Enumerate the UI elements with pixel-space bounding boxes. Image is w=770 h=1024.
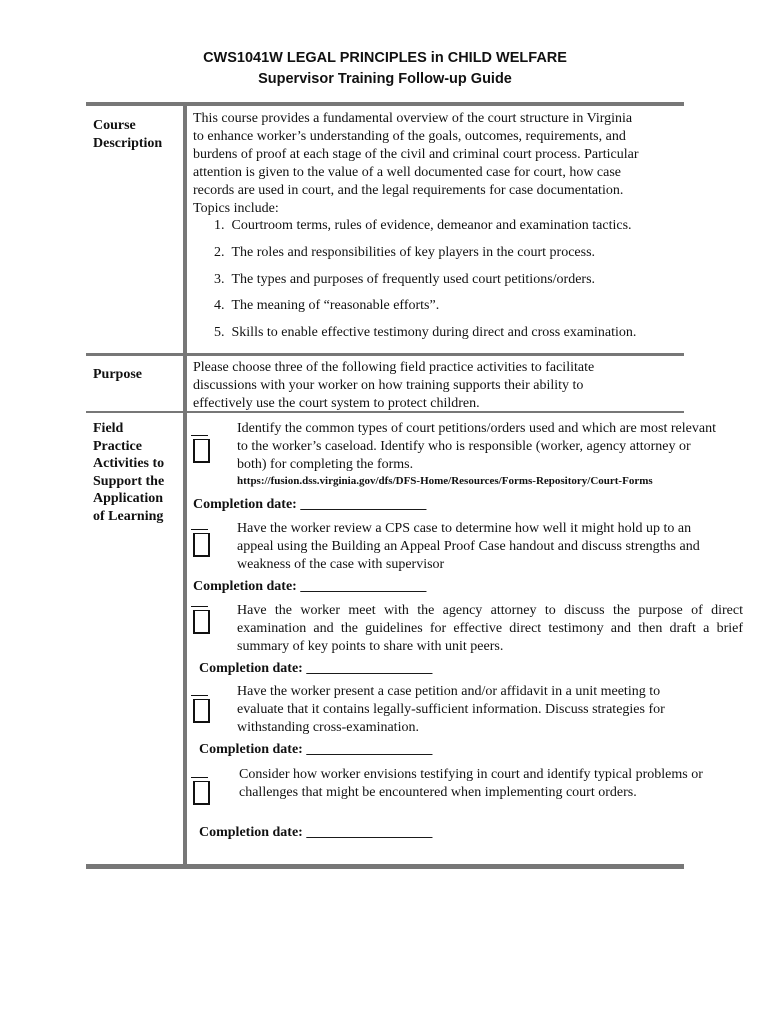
completion-date-field[interactable]: Completion date: __________________ bbox=[199, 825, 433, 840]
activity-text: Have the worker meet with the agency attorney to discuss the purpose of direct examination and the guidelines for effective direct testimony and then draft a brief summary of key points to share with unit peers. bbox=[237, 603, 743, 655]
completion-date-field[interactable]: Completion date: __________________ bbox=[193, 579, 427, 594]
activity-checkbox[interactable] bbox=[193, 533, 210, 557]
activity-checkbox[interactable] bbox=[193, 610, 210, 634]
activity-checkbox[interactable] bbox=[193, 699, 210, 723]
course-label: Course Description bbox=[93, 118, 163, 151]
topic-item: 5. Skills to enable effective testimony during direct and cross examination. bbox=[214, 325, 637, 340]
purpose-label: Purpose bbox=[93, 367, 142, 382]
row-divider-1 bbox=[86, 353, 684, 356]
activity-checkbox[interactable] bbox=[193, 439, 210, 463]
activity-text: Consider how worker envisions testifying in court and identify typical problems or challenges that might be encountered when implementing court orders. bbox=[239, 767, 703, 801]
completion-date-field[interactable]: Completion date: __________________ bbox=[199, 661, 433, 676]
table-column-divider bbox=[183, 104, 187, 866]
court-forms-link[interactable]: https://fusion.dss.virginia.gov/dfs/DFS-Home/Resources/Forms-Repository/Court-Forms bbox=[237, 475, 653, 487]
activity-text: Have the worker review a CPS case to determine how well it might hold up to an appeal using the Building an Appeal Proof Case handout and discuss strengths and weakness of the case with supervisor bbox=[237, 521, 700, 573]
completion-date-field[interactable]: Completion date: __________________ bbox=[199, 742, 433, 757]
field-practice-label: Field Practice Activities to Support the Application of Learning bbox=[93, 421, 165, 524]
topic-item: 3. The types and purposes of frequently used court petitions/orders. bbox=[214, 272, 596, 287]
completion-date-field[interactable]: Completion date: __________________ bbox=[193, 497, 427, 512]
activity-checkbox[interactable] bbox=[193, 781, 210, 805]
topic-item: 2. The roles and responsibilities of key players in the court process. bbox=[214, 245, 596, 260]
purpose-text: Please choose three of the following field practice activities to facilitate discussions with your worker on how training supports their ability to effectively use the court system to protect children. bbox=[193, 360, 595, 411]
table-bottom-border bbox=[86, 864, 684, 869]
topic-item: 1. Courtroom terms, rules of evidence, demeanor and examination tactics. bbox=[214, 218, 632, 233]
topic-item: 4. The meaning of “reasonable efforts”. bbox=[214, 298, 440, 313]
document-subtitle: Supervisor Training Follow-up Guide bbox=[258, 71, 512, 87]
activity-text: Identify the common types of court petitions/orders used and which are most relevant to the worker’s caseload. Identify who is responsible (worker, agency attorney or both) for completing the forms. bbox=[237, 421, 716, 473]
course-description: This course provides a fundamental overview of the court structure in Virginia to enhance worker’s understanding of the goals, outcomes, requirements, and burdens of proof at each stage of the civil and criminal court process. Particular attention is given to the value of a well documented case for court, how case records are used in court, and the legal requirements for case documentation. Topics include: bbox=[193, 111, 639, 216]
table-top-border bbox=[86, 102, 684, 106]
activity-text: Have the worker present a case petition and/or affidavit in a unit meeting to evaluate that it contains legally-sufficient information. Discuss strategies for withstanding cross-examination. bbox=[237, 684, 665, 736]
document-title: CWS1041W LEGAL PRINCIPLES in CHILD WELFARE bbox=[203, 50, 567, 66]
